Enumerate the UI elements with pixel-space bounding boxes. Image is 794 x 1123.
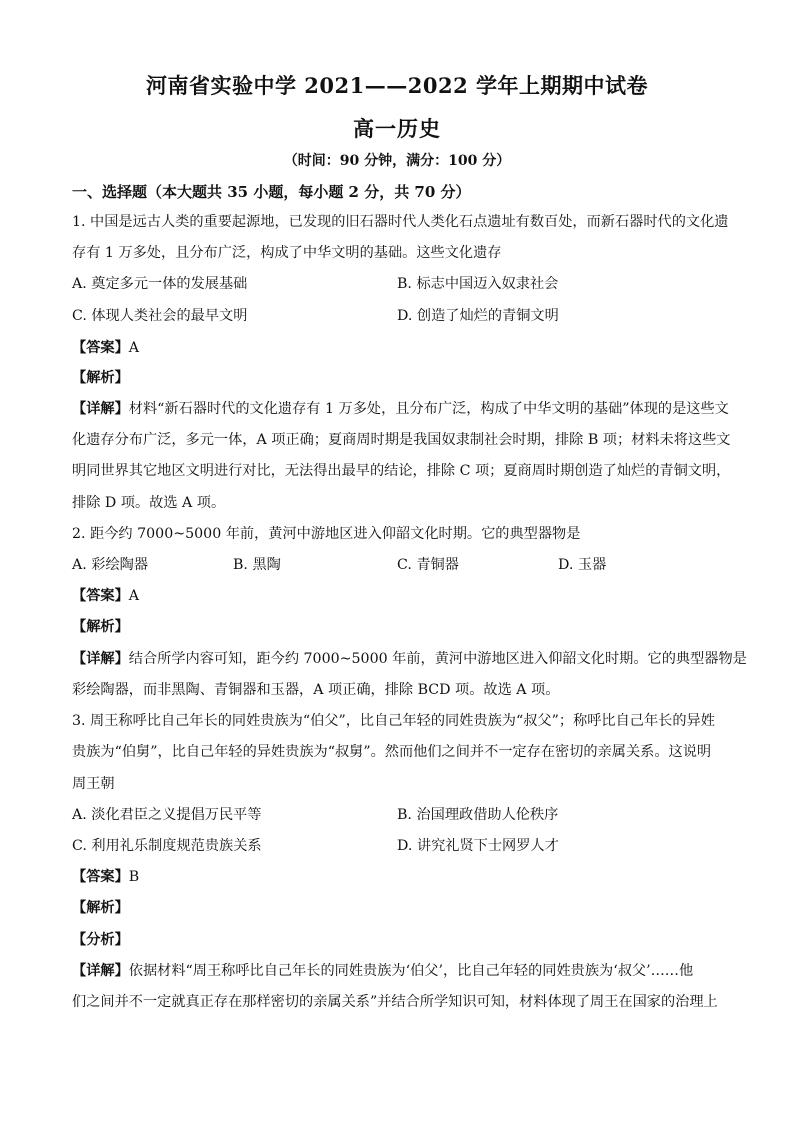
answer-value: A (128, 340, 140, 356)
q3-detail-line1 (72, 961, 724, 981)
q3-stem-line2: 贵族为“伯舅”，比自己年轻的异姓贵族为“叔舅”。然而他们之间并不一定存在密切的亲属关系。这说明 (72, 744, 712, 760)
q2-stem-line1: 2. 距今约 7000~5000 年前，黄河中游地区进入仰韶文化时期。它的典型器物是 (72, 526, 581, 542)
detail-tag: 【详解】 (72, 963, 129, 979)
answer-tag: 【答案】 (72, 869, 129, 885)
q1-stem-line1: 1. 中国是远古人类的重要起源地，已发现的旧石器时代人类化石点遗址有数百处，而新石器时代的文化遗 (72, 214, 729, 230)
q3-analysis (72, 898, 724, 918)
q1-detail-line3: 明同世界其它地区文明进行对比，无法得出最早的结论，排除 C 项；夏商周时期创造了灿烂的青铜文明， (72, 463, 731, 479)
subject-title: 高一历史 (353, 116, 441, 141)
answer-value: A (128, 588, 140, 604)
q1-detail-line1 (72, 399, 729, 419)
detail-tag: 【详解】 (72, 651, 129, 667)
q1-answer (72, 338, 724, 358)
analysis-tag: 【解析】 (72, 370, 129, 386)
q2-answer (72, 586, 724, 606)
q3-option-a: A. 淡化君臣之义提倡万民平等 (72, 807, 262, 823)
fenxi-tag: 【分析】 (72, 932, 129, 948)
q3-answer (72, 867, 724, 887)
answer-tag: 【答案】 (72, 588, 129, 604)
section-heading: 一、选择题（本大题共 35 小题，每小题 2 分，共 70 分） (72, 183, 471, 201)
q1-option-b: B. 标志中国迈入奴隶社会 (397, 276, 559, 292)
q1-detail-line2: 化遗存分布广泛，多元一体，A 项正确；夏商周时期是我国奴隶制社会时期，排除 B 项；材料未将这些文 (72, 432, 731, 448)
q3-fenxi (72, 930, 724, 950)
detail-text: 材料“新石器时代的文化遗存有 1 万多处，且分布广泛，构成了中华文明的基础”体现的是这些文 (128, 401, 729, 417)
q2-detail-line2: 彩绘陶器，而非黑陶、青铜器和玉器，A 项正确，排除 BCD 项。故选 A 项。 (72, 682, 560, 698)
q2-analysis (72, 617, 724, 637)
q2-option-b: B. 黑陶 (233, 557, 281, 573)
q3-option-d: D. 讲究礼贤下士网罗人才 (397, 838, 559, 854)
detail-text: 结合所学内容可知，距今约 7000~5000 年前，黄河中游地区进入仰韶文化时期。它的典型器物是 (128, 651, 747, 667)
q2-option-c: C. 青铜器 (397, 557, 459, 573)
q2-option-a: A. 彩绘陶器 (72, 557, 149, 573)
answer-tag: 【答案】 (72, 340, 129, 356)
q3-stem-line3: 周王朝 (72, 776, 115, 792)
detail-tag: 【详解】 (72, 401, 129, 417)
q3-option-b: B. 治国理政借助人伦秩序 (397, 807, 559, 823)
q1-analysis (72, 368, 724, 388)
analysis-tag: 【解析】 (72, 900, 129, 916)
exam-meta: （时间：90 分钟，满分：100 分） (283, 153, 511, 169)
q1-detail-line4: 排除 D 项。故选 A 项。 (72, 495, 226, 511)
q1-option-d: D. 创造了灿烂的青铜文明 (397, 308, 559, 324)
q3-stem-line1: 3. 周王称呼比自己年长的同姓贵族为“伯父”，比自己年轻的同姓贵族为“叔父”；称呼比自己年长的异姓 (72, 713, 715, 729)
detail-text: 依据材料“周王称呼比自己年长的同姓贵族为‘伯父’，比自己年轻的同姓贵族为‘叔父’……他 (128, 963, 694, 979)
q2-option-d: D. 玉器 (558, 557, 607, 573)
q2-detail-line1 (72, 649, 747, 669)
analysis-tag: 【解析】 (72, 619, 129, 635)
q3-option-c: C. 利用礼乐制度规范贵族关系 (72, 838, 262, 854)
q1-option-c: C. 体现人类社会的最早文明 (72, 308, 248, 324)
answer-value: B (128, 869, 140, 885)
page-title: 河南省实验中学 2021——2022 学年上期期中试卷 (145, 73, 648, 98)
q3-detail-line2: 们之间并不一定就真正存在那样密切的亲属关系”并结合所学知识可知，材料体现了周王在国家的治理上 (72, 994, 718, 1010)
q1-option-a: A. 奠定多元一体的发展基础 (72, 276, 248, 292)
q1-stem-line2: 存有 1 万多处，且分布广泛，构成了中华文明的基础。这些文化遗存 (72, 245, 502, 261)
